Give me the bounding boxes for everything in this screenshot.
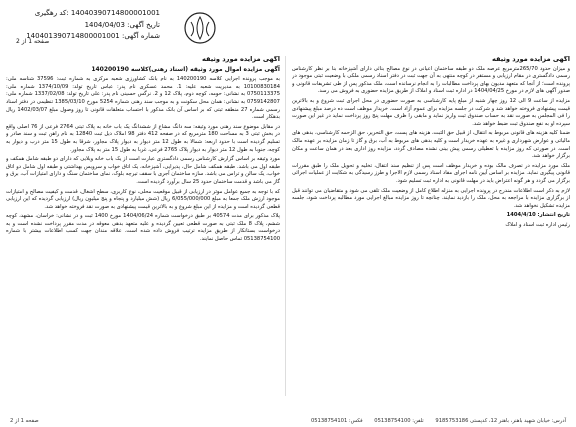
left-column: [6, 56, 280, 416]
left-paragraph-3: مورد وثیقه بر اساس گزارش کارشناس رسمی دادگستری عبارت است از یک باب خانه ویلایی که دارای دو طبقه شامل همکف و طبقه اول می باشد. طبقه همکف شامل حال، پذیرایی، آشپزخانه، یک اتاق خواب و سرویس بهداشتی و طبقه اول شامل دو اتاق خواب، یک سالن و تراس می باشد. سازه ساختمان آجری با سقف تیرچه بلوک، نمای ساختمان سنگ و دارای امتیازات آب، برق و گاز می باشد و قدمت ساختمان حدود 25 سال برآورد گردیده است.: [6, 156, 280, 185]
column-divider: [285, 56, 286, 396]
right-column-title: آگهی مزایده مورد وثیقه: [491, 56, 570, 63]
emblem-icon: [176, 8, 224, 48]
notice-number: شماره آگهی: 140401390714800001001: [26, 32, 160, 40]
left-paragraph-1: به موجب پرونده اجرایی کلاسه 140200190 به نام بانک کشاورزی شعبه مرکزی به شماره ثبت: 37596 شناسه ملی: 10100830184 به مدیریت شعبه علیه: 1. محمد عسکری نام پدر: عباس تاریخ تولد: 1374/10/09 شماره ملی: 0750113375 به نشانی: حومه، کوچه دوم، پلاک 12 و 2. نرگس حسینی نام پدر: علی تاریخ تولد: 1337/02/08 شماره ملی: 0759142807 به نشانی: همان محل سکونت و به موجب سند رهنی شماره 5254 مورخ 1385/03/10 تنظیمی در دفتر اسناد رسمی شماره 27 منطقه ثبتی که بر اساس آن بانک مذکور با احتساب متعلقات قانونی تا روز وصول مبلغ 1402/03/07 ریال بدهکار است.: [6, 76, 280, 121]
right-paragraph-1: و میزان حدود 265/70مترمربع عرصه ملک دو طبقه ساختمان اعیانی در نوع مصالح بنائی دارای آشپزخانه بنا بر نظر کارشناس رسمی دادگستری در مقام ارزیابی و مستقر در کوچه منتهی به آن جهت ثبت در دفتر اسناد رسمی ملکی با وضعیت ثبتی موجود در پرونده است؛ از آنجا که متعهد مدیون بهای پرداخت مطالبات را به انجام نرسانده است، ملک مذکور پس از طی تشریفات قانونی و صدور آگهی های لازم در مورخ 1404/04/25 در اداره ثبت اسناد و املاک از طریق مزایده حضوری به فروش می رسد.: [292, 65, 570, 95]
right-paragraph-3: ضمنا کلیه هزینه های قانونی مربوط به انتقال، از قبیل حق الثبت، هزینه های پست، حق التحریر، حق الزحمه کارشناسی، بدهی های مالیاتی و عوارض شهرداری و غیره به عهده خریدار است و کلیه بدهی های مربوط به آب، برق و گاز تا زمان مزایده بر عهده مالک است. در صورتی که روز مزایده با تعطیلی رسمی پیش بینی نشده مصادف گردد، مزایده روز اداری بعد در همان ساعت و مکان برگزار خواهد شد.: [292, 130, 570, 160]
left-paragraph-2: در مقابل موضوع سند رهنی مورد وثیقه: سه دانگ مشاع از ششدانگ یک باب خانه به پلاک ثبتی 2764 فرعی از 76 اصلی واقع در بخش ثبتی 3 به مساحت 180 مترمربع که در صفحه 412 دفتر 98 املاک ذیل ثبت 12840 به نام راهن ثبت و سند صادر و تسلیم گردیده است با حدود اربعه: شمالا به طول 12 متر دیوار به دیوار پلاک مجاور، شرقا به طول 15 متر درب و دیوار به کوچه، جنوبا به طول 12 متر دیوار به دیوار پلاک 2765 فرعی، غربا به طول 15 متر به پلاک مجاور.: [6, 123, 280, 153]
right-paragraph-5: لازم به ذکر است اطلاعات مندرج در پرونده اجرایی به منزله اطلاع کامل از وضعیت ملک تلقی می شود و متقاضیان می توانند قبل از برگزاری مزایده با مراجعه به محل، ملک را بازدید نمایند. چنانچه تا روز مزایده مبالغ اجرایی مورد مطالبه پرداخت شود، جلسه مزایده تشکیل نخواهد شد.: [292, 187, 570, 209]
notice-date: تاریخ آگهی: 1404/04/03: [84, 20, 160, 29]
right-paragraph-4: ملک مورد مزایده در تصرف مالک بوده و خریدار موظف است پس از تنظیم سند انتقال، تخلیه و تحویل ملک را طبق مقررات قانونی پیگیری نماید. مزایده بر اساس آیین نامه اجرای مفاد اسناد رسمی لازم الاجرا و طرز رسیدگی به شکایت از عملیات اجرائی برگزار می گردد و هر گونه اعتراض باید در مهلت قانونی به اداره ثبت تسلیم شود.: [292, 162, 570, 184]
tracking-code: 14040390714800001001 :کد رهگیری: [34, 9, 160, 17]
footer-page-number: صفحه 1 از 2: [10, 418, 39, 424]
left-paragraph-4: که با توجه به جمیع عوامل موثر در ارزیابی از قبیل موقعیت محلی، نوع کاربری، سطح اشغال، قدمت و کیفیت مصالح و امتیازات موجود ارزش ملک جمعا به مبلغ 6/055/000/000 ریال (شش میلیارد و پنجاه و پنج میلیون ریال) ارزیابی گردیده که این ارزیابی قطعی گردیده است و مزایده از این مبلغ شروع و به بالاترین قیمت پیشنهادی به صورت نقد فروخته خواهد شد.: [6, 188, 280, 210]
footer-fax: فکس: 05138754101: [310, 418, 363, 424]
document-header: [6, 4, 286, 50]
left-column-subtitle: آگهی مزایده اموال مورد وثیقه (اسناد رهنی)کلاسه 140200190: [91, 65, 280, 73]
signature-line: رئیس اداره ثبت اسناد و املاک: [505, 221, 570, 228]
publication-date: تاریخ انتشار: 1404/4/10: [506, 212, 570, 219]
notice-body: [6, 56, 570, 416]
footer-address: آدرس: خیابان شهید باهنر، باهنر 12، کدپستی 9185753186: [435, 418, 566, 424]
page-counter: صفحه 1 از 2: [16, 38, 50, 45]
right-paragraph-2: مزایده از ساعت 9 الی 12 روز چهار شنبه از مبلغ پایه کارشناسی به صورت حضوری در محل اجرای ثبت شروع و به بالاترین قیمت پیشنهادی فروخته خواهد شد و شرکت در جلسه مزایده برای عموم آزاد است. خریدار موظف است ده درصد مبلغ پیشنهادی را فی المجلس به صورت نقد به حساب صندوق ثبت واریز نماید و مابقی را ظرف مهلت پنج روز پرداخت نماید در غیر این صورت سپرده او به نفع صندوق ثبت ضبط خواهد شد.: [292, 97, 570, 127]
document-footer: [0, 415, 576, 427]
left-column-title: آگهی مزایده مورد وثیقه: [201, 56, 280, 63]
right-column: [292, 56, 570, 416]
footer-phone: تلفن: 05138754100: [374, 418, 424, 424]
left-paragraph-5: پلاک مذکور برای مدت 40574 بر طبق درخواست شماره 1404/06/24 مورخ 1400 ثبت و در نشانی: خراسان، مشهد، کوچه ششم، پلاک 8 ملک ثبتی به صورت قطعی تعیین گردیده و علیه متعهد بدهی معوقه در مدت مقرر پرداخت نشده است و به درخواست بستانکار از طریق مزایده ترتیب فروش داده شده است. علاقه مندان جهت کسب اطلاعات بیشتر با شماره 05138754100 تماس حاصل نمایند.: [6, 213, 280, 243]
